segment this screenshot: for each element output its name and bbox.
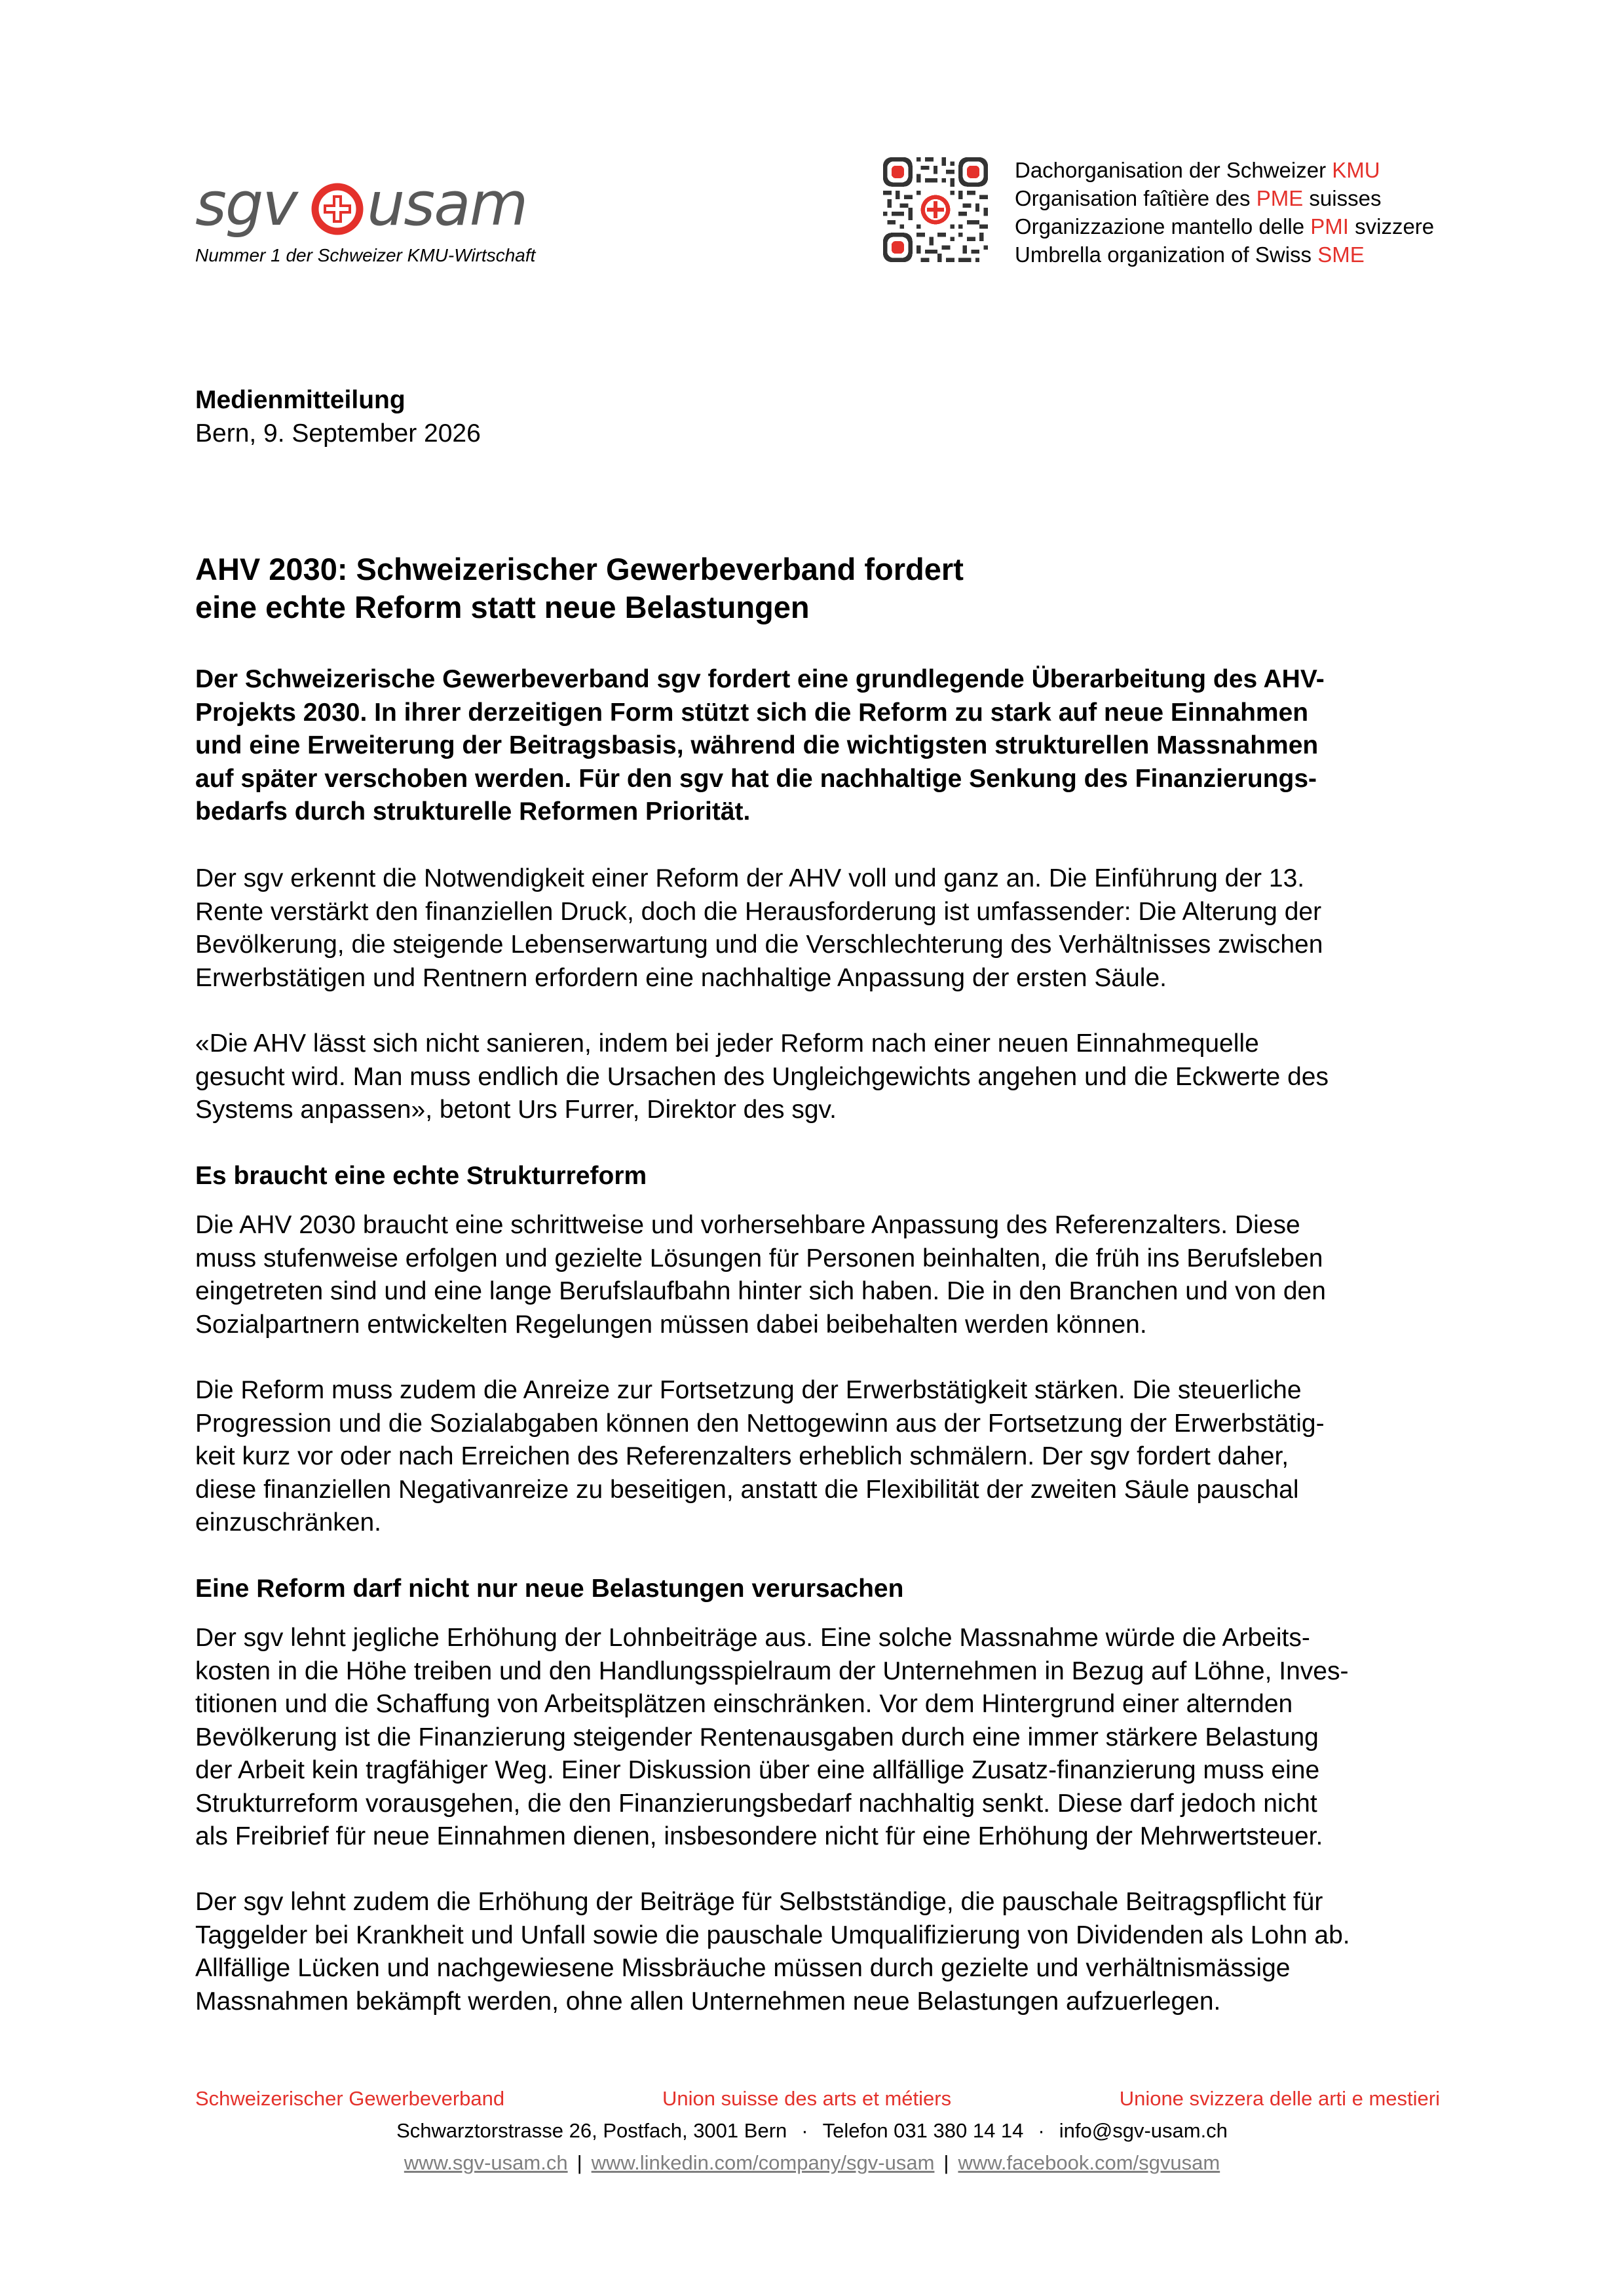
logo-tagline: Nummer 1 der Schweizer KMU-Wirtschaft <box>195 245 536 265</box>
separator-bar: | <box>576 2151 582 2174</box>
text-line: Systems anpassen», betont Urs Furrer, Direktor des sgv. <box>195 1096 837 1124</box>
text-line: Progression und die Sozialabgaben können den Nettogewinn aus der Fortsetzung der Erwerbstätig- <box>195 1409 1325 1438</box>
text-line: Der sgv erkennt die Notwendigkeit einer Reform der AHV voll und ganz an. Die Einführung der 13. <box>195 864 1305 892</box>
text-line: eingetreten sind und eine lange Berufslaufbahn hinter sich haben. Die in den Branchen und von den <box>195 1277 1326 1305</box>
text-line: Massnahmen bekämpft werden, ohne allen Unternehmen neue Belastungen aufzuerlegen. <box>195 1987 1221 2016</box>
separator-bar: | <box>943 2151 949 2174</box>
text-line: Sozialpartnern entwickelten Regelungen müssen dabei beibehalten werden können. <box>195 1310 1147 1339</box>
footer-email[interactable]: info@sgv-usam.ch <box>1059 2119 1228 2142</box>
footer-name-de: Schweizerischer Gewerbeverband <box>195 2087 505 2110</box>
text-line: Projekts 2030. In ihrer derzeitigen Form stützt sich die Reform zu stark auf neue Einnahmen <box>195 698 1309 727</box>
text-line: gesucht wird. Man muss endlich die Ursachen des Ungleichgewichts angehen und die Eckwerte des <box>195 1062 1329 1091</box>
logo-text-left: sgv <box>195 169 297 239</box>
text-line: Der Schweizerische Gewerbeverband sgv fordert eine grundlegende Überarbeitung des AHV- <box>195 665 1325 693</box>
sgv-usam-logo <box>195 169 588 244</box>
text-line: einzuschränken. <box>195 1508 382 1537</box>
text-line: «Die AHV lässt sich nicht sanieren, indem bei jeder Reform nach einer neuen Einnahmequelle <box>195 1029 1259 1058</box>
org-line-de: Dachorganisation der Schweizer KMU <box>1015 158 1380 182</box>
org-line-en: Umbrella organization of Swiss SME <box>1015 242 1365 267</box>
footer-contact <box>0 2119 1624 2143</box>
document-kind: Medienmitteilung <box>195 386 406 414</box>
footer-links <box>0 2151 1624 2175</box>
text-line: titionen und die Schaffung von Arbeitsplätzen einschränken. Vor dem Hintergrund einer alternden <box>195 1690 1293 1718</box>
text-line: Bevölkerung ist die Finanzierung steigender Rentenausgaben durch eine immer stärkere Belastung <box>195 1723 1319 1751</box>
text-line: muss stufenweise erfolgen und gezielte Lösungen für Personen beinhalten, die früh ins Berufsleben <box>195 1244 1323 1272</box>
text-line: auf später verschoben werden. Für den sgv hat die nachhaltige Senkung des Finanzierungs- <box>195 764 1317 793</box>
swiss-cross-logo-icon <box>309 181 366 237</box>
text-line: Taggelder bei Krankheit und Unfall sowie die pauschale Umqualifizierung von Dividenden als Lohn ab. <box>195 1921 1350 1949</box>
body-paragraph-6 <box>195 1886 1440 2018</box>
body-paragraph-3 <box>195 1209 1440 1341</box>
lead-paragraph <box>195 663 1440 829</box>
text-line: Bevölkerung, die steigende Lebenserwartung und die Verschlechterung des Verhältnisses zwischen <box>195 930 1323 959</box>
text-line: und eine Erweiterung der Beitragsbasis, während die wichtigsten strukturellen Massnahmen <box>195 731 1319 759</box>
org-line-it: Organizzazione mantello delle PMI svizzere <box>1015 214 1435 239</box>
text-line: Strukturreform vorausgehen, die den Finanzierungsbedarf nachhaltig senkt. Diese darf jedoch nicht <box>195 1789 1317 1818</box>
separator-dot: · <box>801 2119 808 2142</box>
quote-paragraph <box>195 1027 1440 1127</box>
facebook-link[interactable]: www.facebook.com/sgvusam <box>958 2151 1220 2174</box>
organisation-names <box>1015 156 1434 269</box>
footer-name-fr: Union suisse des arts et métiers <box>662 2087 952 2110</box>
section-heading: Eine Reform darf nicht nur neue Belastungen verursachen <box>195 1575 904 1603</box>
text-line: der Arbeit kein tragfähiger Weg. Einer Diskussion über eine allfällige Zusatz-finanzierung muss eine <box>195 1756 1320 1784</box>
footer-phone: Telefon 031 380 14 14 <box>822 2119 1024 2142</box>
text-line: diese finanziellen Negativanreize zu beseitigen, anstatt die Flexibilität der zweiten Säule pauschal <box>195 1475 1299 1504</box>
footer-address: Schwarztorstrasse 26, Postfach, 3001 Bern <box>396 2119 787 2142</box>
body-paragraph-1 <box>195 862 1440 995</box>
section-heading-2 <box>195 1573 1440 1606</box>
footer-name-it: Unione svizzera delle arti e mestieri <box>1119 2087 1440 2110</box>
title-line: AHV 2030: Schweizerischer Gewerbeverband fordert <box>195 552 964 586</box>
title-line: eine echte Reform statt neue Belastungen <box>195 590 810 624</box>
text-line: bedarfs durch strukturelle Reformen Priorität. <box>195 797 751 826</box>
text-line: keit kurz vor oder nach Erreichen des Referenzalters erheblich schmälern. Der sgv fordert daher, <box>195 1442 1289 1470</box>
separator-dot: · <box>1038 2119 1045 2142</box>
linkedin-link[interactable]: www.linkedin.com/company/sgv-usam <box>591 2151 935 2174</box>
logo-text-right: usam <box>367 169 527 239</box>
press-release-meta <box>195 384 1440 450</box>
body-paragraph-4 <box>195 1374 1440 1540</box>
text-line: kosten in die Höhe treiben und den Handlungsspielraum der Unternehmen in Bezug auf Löhne, Inves- <box>195 1656 1349 1685</box>
dateline: Bern, 9. September 2026 <box>195 419 481 448</box>
text-line: Die AHV 2030 braucht eine schrittweise und vorhersehbare Anpassung des Referenzalters. Diese <box>195 1211 1300 1239</box>
body-paragraph-5 <box>195 1622 1440 1854</box>
section-heading-1 <box>195 1160 1440 1193</box>
text-line: Der sgv lehnt jegliche Erhöhung der Lohnbeiträge aus. Eine solche Massnahme würde die Arbeits- <box>195 1624 1310 1652</box>
text-line: Erwerbstätigen und Rentnern erfordern eine nachhaltige Anpassung der ersten Säule. <box>195 963 1167 992</box>
qr-code-icon <box>883 157 988 262</box>
section-heading: Es braucht eine echte Strukturreform <box>195 1162 647 1190</box>
text-line: als Freibrief für neue Einnahmen dienen, insbesondere nicht für eine Erhöhung der Mehrwertsteuer. <box>195 1822 1323 1850</box>
page-title <box>195 550 1440 626</box>
text-line: Allfällige Lücken und nachgewiesene Missbräuche müssen durch gezielte und verhältnismässige <box>195 1954 1291 1982</box>
text-line: Rente verstärkt den finanziellen Druck, doch die Herausforderung ist umfassender: Die Alterung der <box>195 897 1322 926</box>
website-link[interactable]: www.sgv-usam.ch <box>404 2151 568 2174</box>
text-line: Die Reform muss zudem die Anreize zur Fortsetzung der Erwerbstätigkeit stärken. Die steuerliche <box>195 1376 1302 1404</box>
org-line-fr: Organisation faîtière des PME suisses <box>1015 186 1382 210</box>
text-line: Der sgv lehnt zudem die Erhöhung der Beiträge für Selbstständige, die pauschale Beitragspflicht für <box>195 1888 1323 1916</box>
